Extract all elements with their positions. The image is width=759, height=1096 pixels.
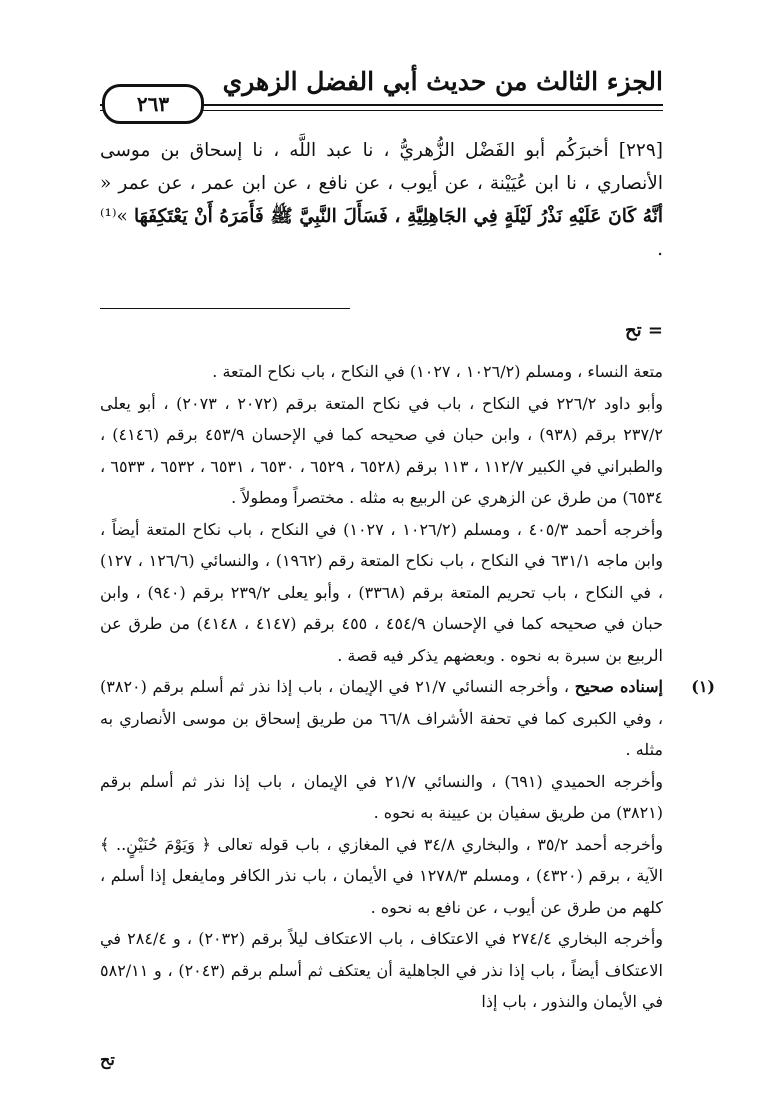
continuation-mark: = تح	[625, 320, 663, 341]
note-paragraph: وأبو داود ٢٢٦/٢ في النكاح ، باب في نكاح المتعة برقم (٢٠٧٢ ، ٢٠٧٣) ، أبو يعلى ٢٣٧/٢ برقم (٩٣٨) ، وابن حبان في صحيحه كما في الإحسان ٤٥٣/٩ برقم (٤١٤٦) ، والطبراني في الكبير ١١٢/٧ ، ١١٣ برقم (٦٥٢٨ ، ٦٥٢٩ ، ٦٥٣٠ ، ٦٥٣١ ، ٦٥٣٢ ، ٦٥٣٣ ، ٦٥٣٤) من طرق عن الزهري عن الربيع به مثله . مختصراً ومطولاً .	[100, 393, 664, 507]
hadith-closing: »⁽¹⁾ .	[100, 206, 663, 260]
bottom-continuation-mark: تح	[100, 1050, 115, 1069]
footnotes	[100, 356, 715, 1018]
running-title: الجزء الثالث من حديث أبي الفضل الزهري	[222, 67, 663, 96]
footnote-paragraph: ، وأخرجه النسائي ٢١/٧ في الإيمان ، باب إذا نذر ثم أسلم برقم (٣٨٢٠) ، وفي الكبرى كما في تحفة الأشراف ٦٦/٨ من طريق إسحاق بن موسى الأنصاري به مثله .	[100, 677, 663, 759]
footnote-paragraph: وأخرجه البخاري ٢٧٤/٤ في الاعتكاف ، باب الاعتكاف ليلاً برقم (٢٠٣٢) ، و ٢٨٤/٤ في الاعتكاف أيضاً ، باب إذا نذر في الجاهلية أن يعتكف ثم أسلم برقم (٢٠٤٣) ، و ٥٨٢/١١ في الأيمان والنذور ، باب إذا	[100, 929, 663, 1011]
note-paragraph: متعة النساء ، ومسلم (١٠٢٦/٢ ، ١٠٢٧) في النكاح ، باب نكاح المتعة .	[212, 362, 663, 381]
footnote-number: (١)	[691, 677, 715, 696]
footnote-paragraph: وأخرجه أحمد ٣٥/٢ ، والبخاري ٣٤/٨ في المغازي ، باب قوله تعالى ﴿ وَيَوْمَ حُنَيْنٍ.. ﴾ الآية ، برقم (٤٣٢٠) ، ومسلم ١٢٧٨/٣ في الأيمان ، باب نذر الكافر ومايفعل إذا أسلم ، كلهم من طرق عن أيوب ، عن نافع به نحوه .	[100, 834, 664, 917]
hadith-isnad: أخبرَكُم أبو الفَضْل الزُّهريُّ ، نا عبد اللَّه ، نا إسحاق بن موسى الأنصاري ، نا ابن عُيَيْنة ، عن أيوب ، عن نافع ، عن ابن عمر ، عن عمر «	[100, 140, 663, 194]
page-number: ٢٦٣	[102, 84, 204, 124]
footnote-paragraph: وأخرجه الحميدي (٦٩١) ، والنسائي ٢١/٧ في الإيمان ، باب إذا نذر ثم أسلم برقم (٣٨٢١) من طريق سفيان بن عيينة به نحوه .	[100, 771, 664, 822]
hadith-text	[100, 134, 663, 266]
note-paragraph: وأخرجه أحمد ٤٠٥/٣ ، ومسلم (١٠٢٦/٢ ، ١٠٢٧) في النكاح ، باب نكاح المتعة أيضاً ، وابن ماجه ٦٣١/١ في النكاح ، باب نكاح المتعة رقم (١٩٦٢) ، والنسائي (١٢٦/٦ ، ١٢٧) ، في النكاح ، باب تحريم المتعة برقم (٣٣٦٨) ، وأبو يعلى ٢٣٩/٢ برقم (٩٤٠) ، وابن حبان في صحيحه كما في الإحسان ٤٥٤/٩ ، ٤٥٥ برقم (٤١٤٧ ، ٤١٤٨) من طرق عن الربيع بن سبرة به نحوه . وبعضهم يذكر فيه قصة .	[100, 519, 664, 665]
hadith-matn: أنَّهُ كَانَ عَلَيْهِ نَذْرُ لَيْلَةٍ فِي الجَاهِلِيَّةِ ، فَسَأَلَ النَّبِيَّ ﷺ فَأَمَرَهُ أَنْ يَعْتَكِفَهَا	[133, 206, 663, 227]
hadith-number: [٢٢٩]	[618, 140, 663, 161]
footnote-lead: إسناده صحيح	[574, 677, 664, 696]
footnote-separator	[100, 308, 350, 309]
footnote-1	[100, 671, 715, 1018]
